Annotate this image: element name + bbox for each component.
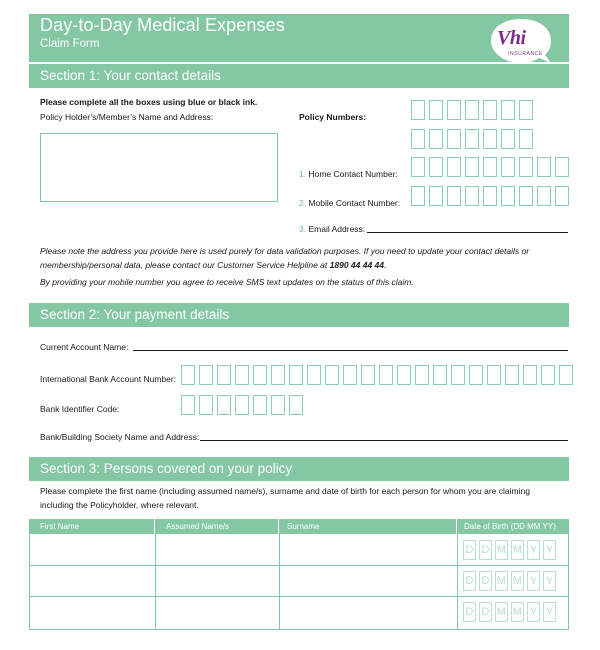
digit-box[interactable] [411,129,425,149]
digit-box[interactable] [483,100,497,120]
bic-label: Bank Identifier Code: [40,404,120,414]
address-note-line-2 [40,260,386,270]
digit-box[interactable] [181,395,195,415]
home-number-boxes[interactable] [411,157,573,177]
dob-digit-box[interactable]: M [511,571,524,591]
address-note-prefix: membership/personal data, please contact our Customer Service Helpline at [40,260,328,270]
email-input-line[interactable] [367,232,568,233]
digit-box[interactable] [289,365,303,385]
digit-box[interactable] [199,395,213,415]
digit-box[interactable] [343,365,357,385]
digit-box[interactable] [465,100,479,120]
digit-box[interactable] [429,100,443,120]
digit-box[interactable] [411,157,425,177]
address-note-line-1: Please note the address you provide here is used purely for data validation purposes. If you need to update your contact details or [40,246,530,256]
digit-box[interactable] [429,186,443,206]
policy-number-row-2[interactable] [411,129,537,149]
digit-box[interactable] [361,365,375,385]
dob-digit-box[interactable]: M [495,602,508,622]
dob-digit-box[interactable]: D [463,571,476,591]
persons-table-header [29,519,569,534]
form-title: Day-to-Day Medical Expenses [40,15,285,35]
bic-boxes[interactable] [181,395,307,415]
logo-text: Vhi [497,27,526,49]
dob-digit-box[interactable]: Y [527,540,540,560]
digit-box[interactable] [487,365,501,385]
mobile-number-label [299,198,400,208]
digit-box[interactable] [181,365,195,385]
col-date-of-birth: Date of Birth (DD MM YY) [464,522,556,531]
bank-address-label: Bank/Building Society Name and Address: [40,432,200,442]
digit-box[interactable] [465,129,479,149]
digit-box[interactable] [289,395,303,415]
header-divider [154,519,155,534]
digit-box[interactable] [433,365,447,385]
home-number-text: Home Contact Number: [308,169,398,179]
iban-boxes[interactable] [181,365,577,385]
digit-box[interactable] [501,100,515,120]
holder-address-box[interactable] [40,133,278,202]
digit-box[interactable] [253,365,267,385]
digit-box[interactable] [199,365,213,385]
email-text: Email Address: [308,224,366,234]
digit-box[interactable] [469,365,483,385]
digit-box[interactable] [235,395,249,415]
dob-digit-box[interactable]: Y [527,602,540,622]
section-3-title: Section 3: Persons covered on your policy [29,457,569,481]
digit-box[interactable] [519,186,533,206]
digit-box[interactable] [559,365,573,385]
digit-box[interactable] [537,186,551,206]
persons-table-body [29,534,569,630]
digit-box[interactable] [523,365,537,385]
row-divider [30,565,568,566]
policy-numbers-label: Policy Numbers: [299,112,367,122]
digit-box[interactable] [235,365,249,385]
digit-box[interactable] [271,395,285,415]
digit-box[interactable] [429,157,443,177]
dob-digit-box[interactable]: M [511,540,524,560]
email-index: 3. [299,224,307,234]
policy-number-row-1[interactable] [411,100,537,120]
digit-box[interactable] [541,365,555,385]
digit-box[interactable] [451,365,465,385]
dob-digit-box[interactable]: D [479,602,492,622]
mobile-number-text: Mobile Contact Number: [308,198,401,208]
dob-boxes-row-1[interactable] [463,540,559,560]
form-subtitle: Claim Form [40,38,100,50]
sms-note: By providing your mobile number you agree to receive SMS text updates on the status of this claim. [40,277,414,287]
digit-box[interactable] [447,186,461,206]
digit-box[interactable] [415,365,429,385]
dob-digit-box[interactable]: D [463,602,476,622]
header-divider [278,519,279,534]
ink-instruction: Please complete all the boxes using blue or black ink. [40,97,258,107]
digit-box[interactable] [447,129,461,149]
mobile-number-index: 2. [299,198,307,208]
dob-digit-box[interactable]: D [479,540,492,560]
digit-box[interactable] [465,157,479,177]
section-1-title: Section 1: Your contact details [29,64,569,88]
digit-box[interactable] [483,129,497,149]
col-divider [279,534,280,629]
digit-box[interactable] [253,395,267,415]
digit-box[interactable] [519,129,533,149]
digit-box[interactable] [217,365,231,385]
address-note-suffix: . [384,260,387,270]
dob-boxes-row-2[interactable] [463,571,559,591]
account-name-label: Current Account Name: [40,342,129,352]
dob-digit-box[interactable]: D [463,540,476,560]
digit-box[interactable] [307,365,321,385]
digit-box[interactable] [379,365,393,385]
col-divider [155,534,156,629]
col-first-name: First Name [40,522,80,531]
digit-box[interactable] [465,186,479,206]
digit-box[interactable] [217,395,231,415]
digit-box[interactable] [429,129,443,149]
dob-digit-box[interactable]: Y [543,540,556,560]
dob-digit-box[interactable]: M [495,571,508,591]
account-name-line[interactable] [133,350,568,351]
home-number-label [299,169,398,179]
dob-boxes-row-3[interactable] [463,602,559,622]
mobile-number-boxes[interactable] [411,186,573,206]
iban-label: International Bank Account Number: [40,374,177,384]
digit-box[interactable] [447,157,461,177]
bank-address-line[interactable] [200,440,568,441]
col-divider [457,534,458,629]
dob-digit-box[interactable]: M [511,602,524,622]
digit-box[interactable] [519,100,533,120]
digit-box[interactable] [483,186,497,206]
row-divider [30,596,568,597]
digit-box[interactable] [397,365,411,385]
digit-box[interactable] [537,157,551,177]
logo-subtext: INSURANCE [508,51,543,57]
digit-box[interactable] [325,365,339,385]
home-number-index: 1. [299,169,307,179]
col-surname: Surname [287,522,320,531]
section-2-title: Section 2: Your payment details [29,303,569,327]
digit-box[interactable] [555,186,569,206]
col-assumed-names: Assumed Name/s [166,522,230,531]
digit-box[interactable] [519,157,533,177]
helpline-number: 1890 44 44 44 [329,260,384,270]
digit-box[interactable] [483,157,497,177]
header-divider [456,519,457,534]
dob-digit-box[interactable]: D [479,571,492,591]
dob-digit-box[interactable]: Y [543,571,556,591]
dob-digit-box[interactable]: Y [527,571,540,591]
digit-box[interactable] [411,100,425,120]
dob-digit-box[interactable]: M [495,540,508,560]
digit-box[interactable] [505,365,519,385]
digit-box[interactable] [447,100,461,120]
holder-label: Policy Holder’s/Member’s Name and Address: [40,112,214,122]
digit-box[interactable] [555,157,569,177]
digit-box[interactable] [501,186,515,206]
dob-digit-box[interactable]: Y [543,602,556,622]
email-label [299,224,365,234]
persons-instruction-line-1: Please complete the first name (including assumed name/s), surname and date of birth for each person for whom you are claiming [40,486,530,496]
persons-instruction-line-2: including the Policyholder, where relevant. [40,500,199,510]
digit-box[interactable] [411,186,425,206]
digit-box[interactable] [501,157,515,177]
digit-box[interactable] [271,365,285,385]
digit-box[interactable] [501,129,515,149]
